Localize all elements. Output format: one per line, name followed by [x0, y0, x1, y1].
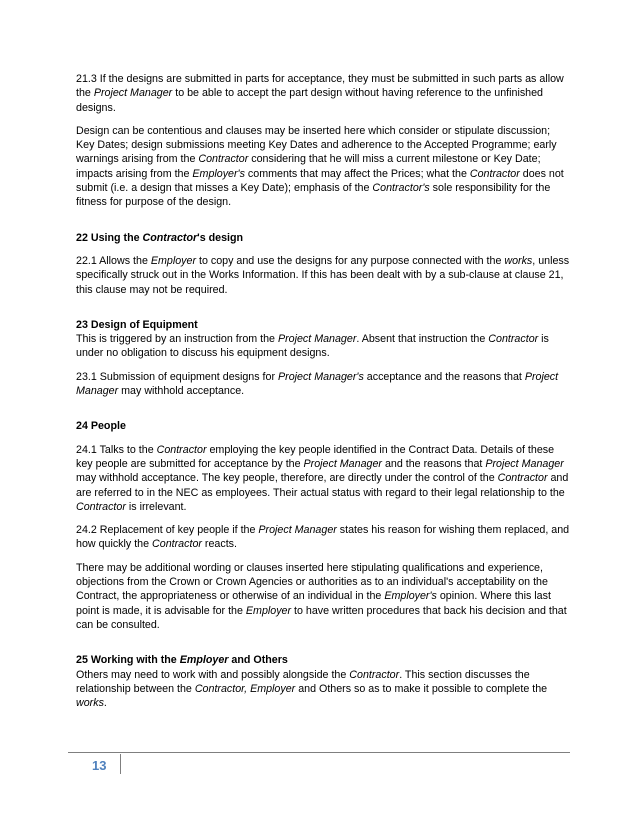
clause-24-1: 24.1 Talks to the Contractor employing the key people identified in the Contract Data. Details of these key people are submitted for acceptance by the Project Manager and the reasons that Project Manager may withhold acceptance. The key people, therefore, are directly under the control of the Contractor and are referred to in the NEC as employees. Their actual status with regard to their legal relationship to the Contractor is irrelevant.: [76, 443, 569, 513]
people-commentary: There may be additional wording or clauses inserted here stipulating qualifications and experience, objections from the Crown or Crown Agencies or authorities as to an individual's acceptability on the Contract, the appropriateness or otherwise of an individual in the Employer's opinion. Where this last point is made, it is advisable for the Employer to have written procedures that back his decision and that can be consulted.: [76, 561, 567, 631]
clause-24-2: 24.2 Replacement of key people if the Project Manager states his reason for wishing them replaced, and how quickly the Contractor reacts.: [76, 524, 570, 551]
heading-23: 23 Design of Equipment: [76, 318, 198, 331]
clause-22-1: 22.1 Allows the Employer to copy and use the designs for any purpose connected with the works, unless specifically struck out in the Works Information. If this has been dealt with by a sub-clause at clause 21, this clause may not be required.: [76, 254, 570, 296]
heading-25: 25 Working with the Employer and Others: [76, 654, 288, 667]
clause-21-3: 21.3 If the designs are submitted in parts for acceptance, they must be submitted in such parts as allow the Project Manager to be able to accept the part design without having reference to the unfinished designs.: [76, 73, 564, 114]
page-number: 13: [92, 758, 107, 773]
page-content: [76, 72, 570, 719]
heading-24: 24 People: [76, 420, 126, 433]
clause-25-intro: Others may need to work with and possibly alongside the Contractor. This section discusses the relationship between the Contractor, Employer and Others so as to make it possible to complete the works.: [76, 668, 548, 710]
footer-divider: [120, 754, 121, 774]
clause-23-intro: This is triggered by an instruction from the Project Manager. Absent that instruction the Contractor is under no obligation to discuss his equipment designs.: [76, 333, 549, 360]
clause-23-1: 23.1 Submission of equipment designs for Project Manager's acceptance and the reasons that Project Manager may withhold acceptance.: [76, 370, 559, 398]
footer-rule: [68, 752, 570, 753]
design-commentary: Design can be contentious and clauses may be inserted here which consider or stipulate discussion; Key Dates; design submissions meeting Key Dates and adherence to the Accepted Programme; early warnings arising from the Contractor considering that he will miss a current milestone or Key Date; impacts arising from the Employer's comments that may affect the Prices; what the Contractor does not submit (i.e. a design that misses a Key Date); emphasis of the Contractor's sole responsibility for the fitness for purpose of the design.: [76, 124, 564, 209]
heading-22: 22 Using the Contractor's design: [76, 231, 244, 244]
